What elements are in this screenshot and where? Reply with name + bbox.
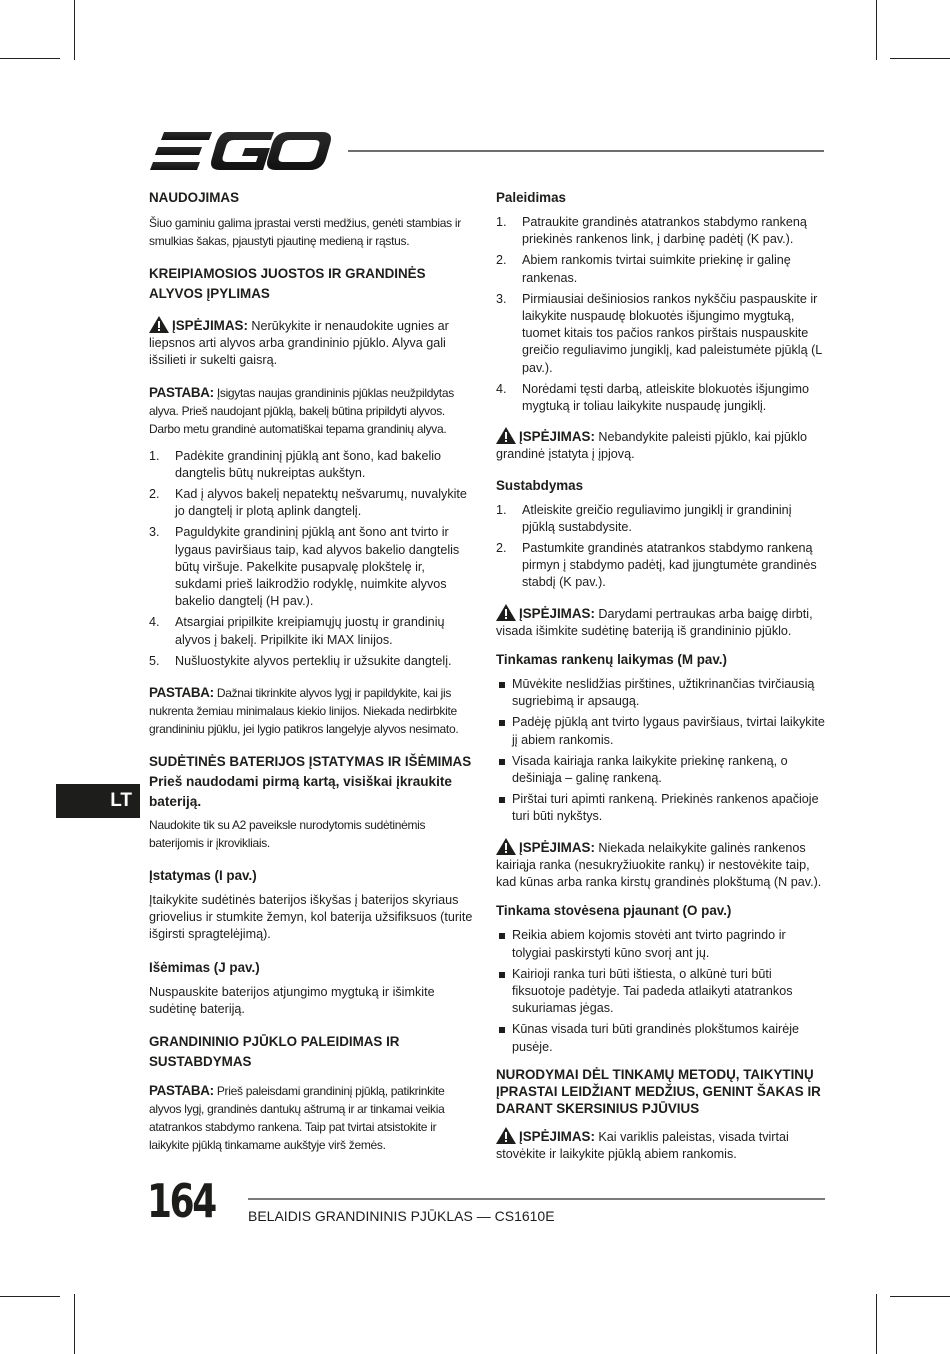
crop-mark xyxy=(0,1296,60,1297)
list-item: 2. Abiem rankomis tvirtai suimkite priekinę ir galinę rankenas. xyxy=(496,253,791,285)
list-item: Visada kairiąja ranka laikykite priekinę rankeną, o dešiniąja – galinę rankeną. xyxy=(496,753,826,787)
warning-block xyxy=(149,316,475,370)
list-item: 3. Pirmiausiai dešiniosios rankos nykščiu paspauskite ir laikykite nuspaudę blokuotės išjungimo mygtuką, tuomet kitais tos pačios rankos pirštais nuspauskite greičio reguliavimo jungiklį, kad paleistumėte pjūklą (L pav.). xyxy=(496,291,822,375)
warning-text: Kai variklis paleistas, visada tvirtai stovėkite ir laikykite pjūklą abiem rankomis. xyxy=(496,1129,789,1161)
list-item: 2. Kad į alyvos bakelį nepatektų nešvarumų, nuvalykite jo dangtelį ir plotą aplink dangtelį. xyxy=(149,487,467,519)
bullet-icon xyxy=(499,797,505,803)
list-item: Mūvėkite neslidžias pirštines, užtikrinančias tvirčiausią sugriebimą ir apsaugą. xyxy=(496,676,826,710)
warning-icon xyxy=(496,427,516,444)
list-item: Kairioji ranka turi būti ištiesta, o alkūnė turi būti fiksuotoje padėtyje. Tai padeda atlaikyti atatrankos sukuriamas jėgas. xyxy=(496,966,826,1018)
grip-list xyxy=(496,676,826,826)
footer-rule xyxy=(248,1198,825,1200)
warning-text: Nebandykite paleisti pjūklo, kai pjūklo grandinė įstatyta į įpjovą. xyxy=(496,430,808,462)
crop-mark xyxy=(890,1296,950,1297)
header-rule xyxy=(348,150,824,152)
start-steps-list xyxy=(496,214,826,415)
section-subheading: Prieš naudodami pirmą kartą, visiškai įkraukite bateriją. xyxy=(149,774,452,810)
warning-text: Nerūkykite ir nenaudokite ugnies ar liepsnos arti alyvos arba grandininio pjūklo. Alyva gali išsilieti ir sukelti gaisrą. xyxy=(149,319,449,368)
crop-mark xyxy=(876,0,877,60)
footer-title: BELAIDIS GRANDININIS PJŪKLAS — CS1610E xyxy=(248,1208,555,1224)
subsection-heading: Paleidimas xyxy=(496,190,566,205)
page-number: 164 xyxy=(147,1174,215,1228)
crop-mark xyxy=(74,1294,75,1354)
note-text: Dažnai tikrinkite alyvos lygį ir papildykite, kai jis nukrenta žemiau minimalaus kiekio linijos. Niekada nedirbkite grandininiu pjūklu, jei lygio patikros langelyje alyvos nesimato. xyxy=(149,686,459,737)
section-heading: KREIPIAMOSIOS JUOSTOS IR GRANDINĖS ALYVOS ĮPYLIMAS xyxy=(149,266,426,301)
oil-steps-list xyxy=(149,448,475,670)
bullet-icon xyxy=(499,759,505,765)
section-heading: NURODYMAI DĖL TINKAMŲ METODŲ, TAIKYTINŲ ĮPRASTAI LEIDŽIANT MEDŽIUS, GENINT ŠAKAS IR DARANT SKERSINIUS PJŪVIUS xyxy=(496,1066,821,1116)
section-heading: NAUDOJIMAS xyxy=(149,190,240,205)
stance-list xyxy=(496,927,826,1055)
crop-mark xyxy=(0,58,60,59)
list-item: Padėję pjūklą ant tvirto lygaus paviršiaus, tvirtai laikykite jį abiem rankomis. xyxy=(496,714,826,748)
list-item: 4. Atsargiai pripilkite kreipiamųjų juostų ir grandinių alyvos į bakelį. Pripilkite iki MAX linijos. xyxy=(149,615,445,647)
subsection-heading: Tinkama stovėsena pjaunant (O pav.) xyxy=(496,903,732,919)
warning-label: ĮSPĖJIMAS: xyxy=(519,429,595,445)
subsection-heading: Sustabdymas xyxy=(496,477,584,493)
list-item: 1. Patraukite grandinės atatrankos stabdymo rankeną priekinės rankenos link, į darbinę padėtį (K pav.). xyxy=(496,215,807,247)
subsection-heading: Tinkamas rankenų laikymas (M pav.) xyxy=(496,652,727,668)
warning-text: Darydami pertraukas arba baigę dirbti, visada išimkite sudėtinę bateriją iš grandininio pjūklo. xyxy=(496,606,813,638)
language-tab: LT xyxy=(56,784,140,818)
bullet-icon xyxy=(499,720,505,726)
right-column xyxy=(496,188,826,1173)
section-heading: SUDĖTINĖS BATERIJOS ĮSTATYMAS IR IŠĖMIMAS xyxy=(149,754,472,770)
subsection-heading: Išėmimas (J pav.) xyxy=(149,959,260,975)
warning-label: ĮSPĖJIMAS: xyxy=(519,839,595,855)
note-label: PASTABA: xyxy=(149,685,214,701)
bullet-icon xyxy=(499,682,505,688)
bullet-icon xyxy=(499,972,505,978)
list-item: 4. Norėdami tęsti darbą, atleiskite blokuotės išjungimo mygtuką ir toliau laikykite nuspaudę jungiklį. xyxy=(496,381,809,414)
warning-icon xyxy=(149,316,169,333)
warning-icon xyxy=(496,604,516,621)
note-block xyxy=(149,1082,475,1154)
warning-label: ĮSPĖJIMAS: xyxy=(519,1128,595,1144)
list-item: Reikia abiem kojomis stovėti ant tvirto pagrindo ir tolygiai paskirstyti kūno svorį ant jų. xyxy=(496,927,826,961)
paragraph: Šiuo gaminiu galima įprastai versti medžius, genėti stambias ir smulkias šakas, pjaustyti pjautinę medieną ir rąstus. xyxy=(149,216,461,248)
warning-label: ĮSPĖJIMAS: xyxy=(172,318,248,333)
crop-mark xyxy=(890,58,950,59)
bullet-icon xyxy=(499,933,505,939)
ego-logo xyxy=(150,128,332,174)
note-block xyxy=(149,684,475,738)
warning-label: ĮSPĖJIMAS: xyxy=(519,605,595,621)
warning-block xyxy=(496,1127,826,1163)
list-item: 1. Atleiskite greičio reguliavimo jungiklį ir grandininį pjūklą sustabdysite. xyxy=(496,502,792,534)
list-item: 1. Padėkite grandininį pjūklą ant šono, kad bakelio dangtelis būtų nukreiptas aukštyn. xyxy=(149,448,442,480)
note-block xyxy=(149,384,475,438)
warning-block xyxy=(496,604,826,640)
warning-icon xyxy=(496,1127,516,1144)
left-column xyxy=(149,188,475,1164)
bullet-icon xyxy=(499,1027,505,1033)
paragraph: Naudokite tik su A2 paveiksle nurodytomis sudėtinėmis baterijomis ir įkrovikliais. xyxy=(149,818,426,851)
list-item: Pirštai turi apimti rankeną. Priekinės rankenos apačioje turi būti nykštys. xyxy=(496,791,826,825)
note-label: PASTABA: xyxy=(149,384,214,400)
list-item: Kūnas visada turi būti grandinės plokštumos kairėje pusėje. xyxy=(496,1021,826,1055)
warning-block xyxy=(496,838,826,892)
list-item: 5. Nušluostykite alyvos perteklių ir užsukite dangtelį. xyxy=(149,653,452,668)
section-heading: GRANDININIO PJŪKLO PALEIDIMAS IR SUSTABDYMAS xyxy=(149,1034,400,1070)
list-item: 2. Pastumkite grandinės atatrankos stabdymo rankeną pirmyn į stabdymo padėtį, kad įjungtumėte grandinės stabdį (K pav.). xyxy=(496,541,817,590)
warning-text: Niekada nelaikykite galinės rankenos kairiąja ranka (nesukryžiuokite rankų) ir nestovėkite taip, kad kūnas arba ranka kirstų grandinės plokštumą (N pav.). xyxy=(496,840,822,890)
paragraph: Nuspauskite baterijos atjungimo mygtuką ir išimkite sudėtinę bateriją. xyxy=(149,984,435,1016)
note-label: PASTABA: xyxy=(149,1083,214,1099)
paragraph: Įtaikykite sudėtinės baterijos iškyšas į baterijos skyriaus griovelius ir stumkite žemyn, kol baterija užsifiksuos (turite išgirsti spragtelėjimą). xyxy=(149,893,473,942)
list-item: 3. Paguldykite grandininį pjūklą ant šono ant tvirto ir lygaus paviršiaus taip, kad alyvos bakelio dangtelis būtų viršuje. Pakelkite pusapvalę plokštelę ir, sukdami prieš laikrodžio rodyklę, nuimkite alyvos bakelio dangtelį (H pav.). xyxy=(149,525,460,609)
subsection-heading: Įstatymas (I pav.) xyxy=(149,868,257,884)
stop-steps-list xyxy=(496,502,826,592)
note-text: Prieš paleisdami grandininį pjūklą, patikrinkite alyvos lygį, grandinės dantukų aštrumą ir ar tinkamai veikia atatrankos stabdymo rankena. Taip pat tvirtai atsistokite ir laikykite pjūklą tinkamame aukštyje virš žemės. xyxy=(149,1084,445,1153)
crop-mark xyxy=(876,1294,877,1354)
note-text: Įsigytas naujas grandininis pjūklas neužpildytas alyva. Prieš naudojant pjūklą, bakelį būtina pripildyti alyvos. Darbo metu grandinė automatiškai tepama grandinių alyva. xyxy=(149,385,454,436)
crop-mark xyxy=(74,0,75,60)
warning-block xyxy=(496,427,826,463)
warning-icon xyxy=(496,838,516,855)
